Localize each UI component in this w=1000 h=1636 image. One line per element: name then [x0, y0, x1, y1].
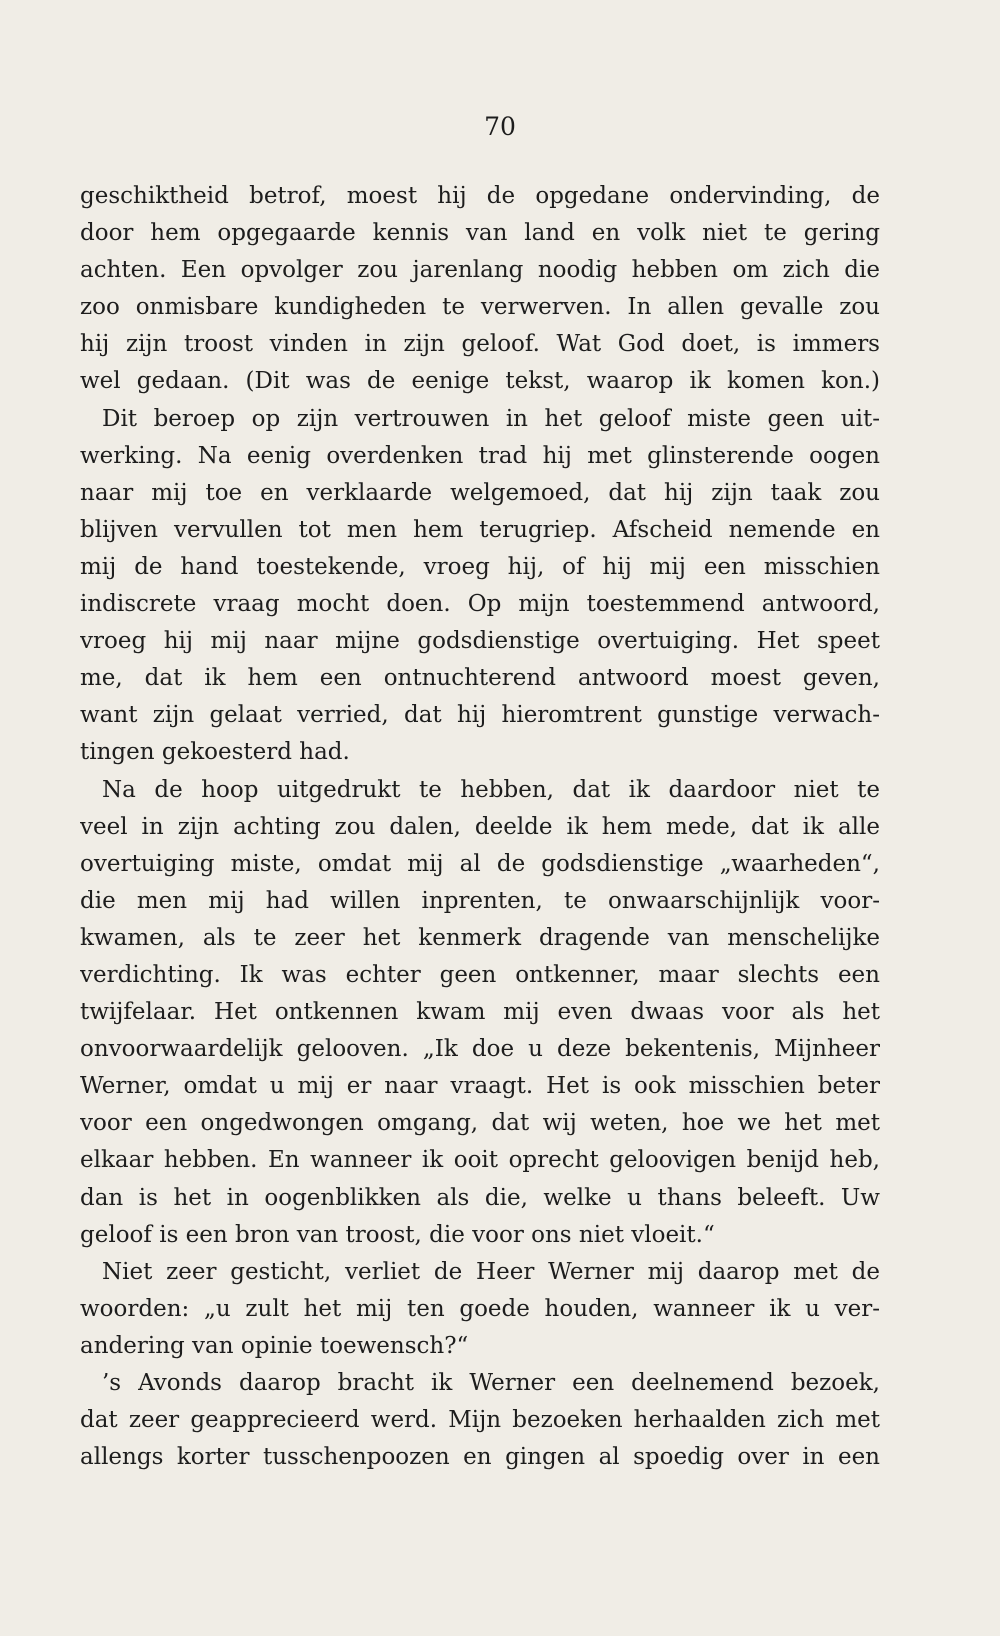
text-line: allengs korter tusschenpoozen en gingen al spoedig over in een [80, 1444, 880, 1471]
text-line: dan is het in oogenblikken als die, welke u thans beleeft. Uw [80, 1184, 880, 1211]
text-line: elkaar hebben. En wanneer ik ooit oprecht geloovigen benijd heb, [80, 1147, 880, 1174]
text-line: kwamen, als te zeer het kenmerk dragende van menschelijke [80, 924, 880, 951]
text-line: geloof is een bron van troost, die voor ons niet vloeit.“ [80, 1221, 715, 1248]
text-line: Niet zeer gesticht, verliet de Heer Werner mij daarop met de [102, 1258, 880, 1285]
text-line: tingen gekoesterd had. [80, 739, 350, 766]
text-line: onvoorwaardelijk gelooven. „Ik doe u deze bekentenis, Mijnheer [80, 1036, 880, 1063]
text-line: zoo onmisbare kundigheden te verwerven. In allen gevalle zou [80, 294, 880, 321]
text-line: werking. Na eenig overdenken trad hij met glinsterende oogen [80, 442, 880, 469]
text-line: ’s Avonds daarop bracht ik Werner een deelnemend bezoek, [102, 1370, 880, 1396]
text-line: vroeg hij mij naar mijne godsdienstige overtuiging. Het speet [80, 628, 880, 655]
text-line: verdichting. Ik was echter geen ontkenner, maar slechts een [80, 961, 880, 988]
text-line: geschiktheid betrof, moest hij de opgedane ondervinding, de [80, 183, 880, 209]
text-line: naar mij toe en verklaarde welgemoed, dat hij zijn taak zou [80, 479, 880, 506]
body-text [80, 178, 880, 1476]
text-line: woorden: „u zult het mij ten goede houden, wanneer ik u ver- [80, 1295, 880, 1322]
text-line: achten. Een opvolger zou jarenlang noodig hebben om zich die [80, 257, 880, 284]
text-line: mij de hand toestekende, vroeg hij, of hij mij een misschien [80, 553, 880, 580]
page-number: 70 [484, 112, 516, 141]
text-line: overtuiging miste, omdat mij al de godsdienstige „waarheden“, [80, 850, 880, 877]
text-line: voor een ongedwongen omgang, dat wij weten, hoe we het met [80, 1110, 880, 1137]
text-line: wel gedaan. (Dit was de eenige tekst, waarop ik komen kon.) [80, 368, 880, 395]
text-line: Dit beroep op zijn vertrouwen in het geloof miste geen uit- [102, 405, 880, 432]
text-line: me, dat ik hem een ontnuchterend antwoord moest geven, [80, 665, 880, 692]
text-line: twijfelaar. Het ontkennen kwam mij even dwaas voor als het [80, 999, 880, 1026]
text-line: Na de hoop uitgedrukt te hebben, dat ik daardoor niet te [102, 776, 880, 803]
text-line: blijven vervullen tot men hem terugriep. Afscheid nemende en [80, 516, 880, 543]
text-line: door hem opgegaarde kennis van land en volk niet te gering [80, 220, 880, 247]
text-line: andering van opinie toewensch?“ [80, 1332, 469, 1359]
text-line: veel in zijn achting zou dalen, deelde ik hem mede, dat ik alle [80, 813, 880, 840]
text-line: Werner, omdat u mij er naar vraagt. Het is ook misschien beter [80, 1073, 880, 1100]
text-line: want zijn gelaat verried, dat hij hieromtrent gunstige verwach- [80, 702, 880, 729]
text-line: dat zeer geapprecieerd werd. Mijn bezoeken herhaalden zich met [80, 1407, 880, 1434]
text-line: indiscrete vraag mocht doen. Op mijn toestemmend antwoord, [80, 591, 880, 618]
text-line: die men mij had willen inprenten, te onwaarschijnlijk voor- [80, 887, 880, 914]
text-line: hij zijn troost vinden in zijn geloof. Wat God doet, is immers [80, 331, 880, 358]
